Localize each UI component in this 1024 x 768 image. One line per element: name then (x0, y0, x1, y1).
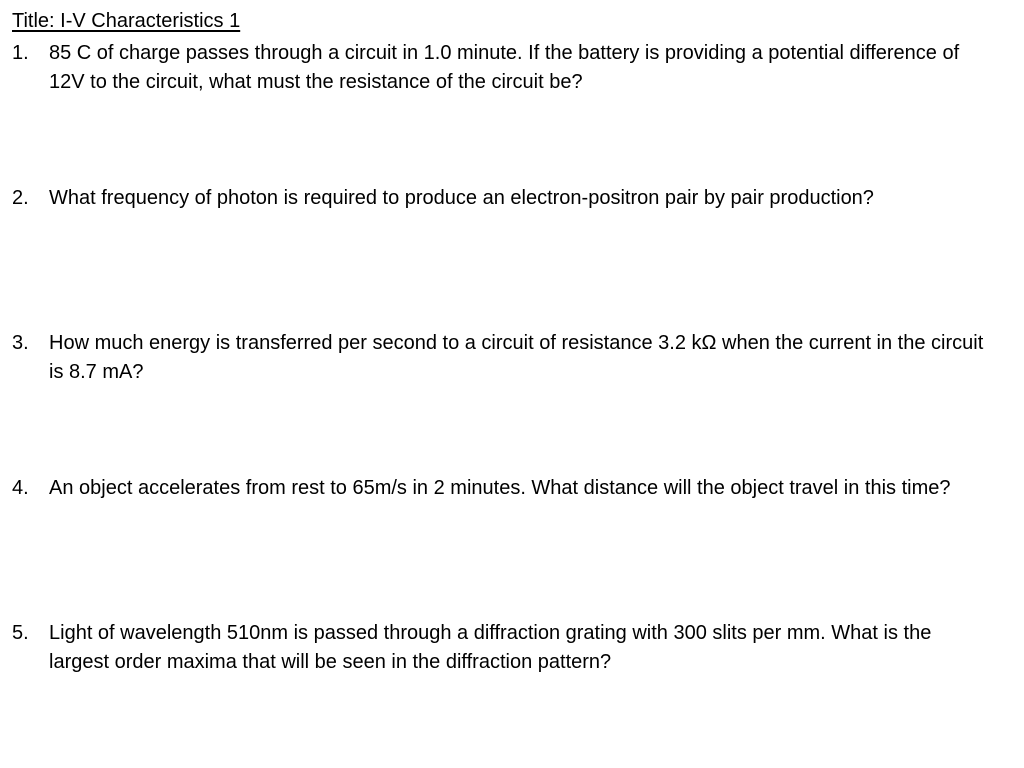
question-number: 3. (12, 332, 29, 354)
question-text: Light of wavelength 510nm is passed through a diffraction grating with 300 slits per mm. What is the largest order maxima that will be seen in the diffraction pattern? (49, 622, 932, 673)
question-number: 2. (12, 187, 29, 209)
question-number: 4. (12, 477, 29, 499)
question-item (12, 474, 987, 503)
question-item (12, 184, 987, 213)
question-number: 1. (12, 42, 29, 64)
question-item (12, 329, 987, 387)
question-text: What frequency of photon is required to produce an electron-positron pair by pair production? (49, 187, 874, 209)
question-number: 5. (12, 622, 29, 644)
question-text: How much energy is transferred per second to a circuit of resistance 3.2 kΩ when the current in the circuit is 8.7 mA? (49, 332, 984, 383)
question-text: An object accelerates from rest to 65m/s in 2 minutes. What distance will the object travel in this time? (49, 477, 951, 499)
question-item (12, 619, 987, 677)
worksheet-title: Title: I-V Characteristics 1 (12, 10, 241, 32)
question-item (12, 39, 987, 97)
question-text: 85 C of charge passes through a circuit in 1.0 minute. If the battery is providing a potential difference of 12V to the circuit, what must the resistance of the circuit be? (49, 42, 960, 93)
